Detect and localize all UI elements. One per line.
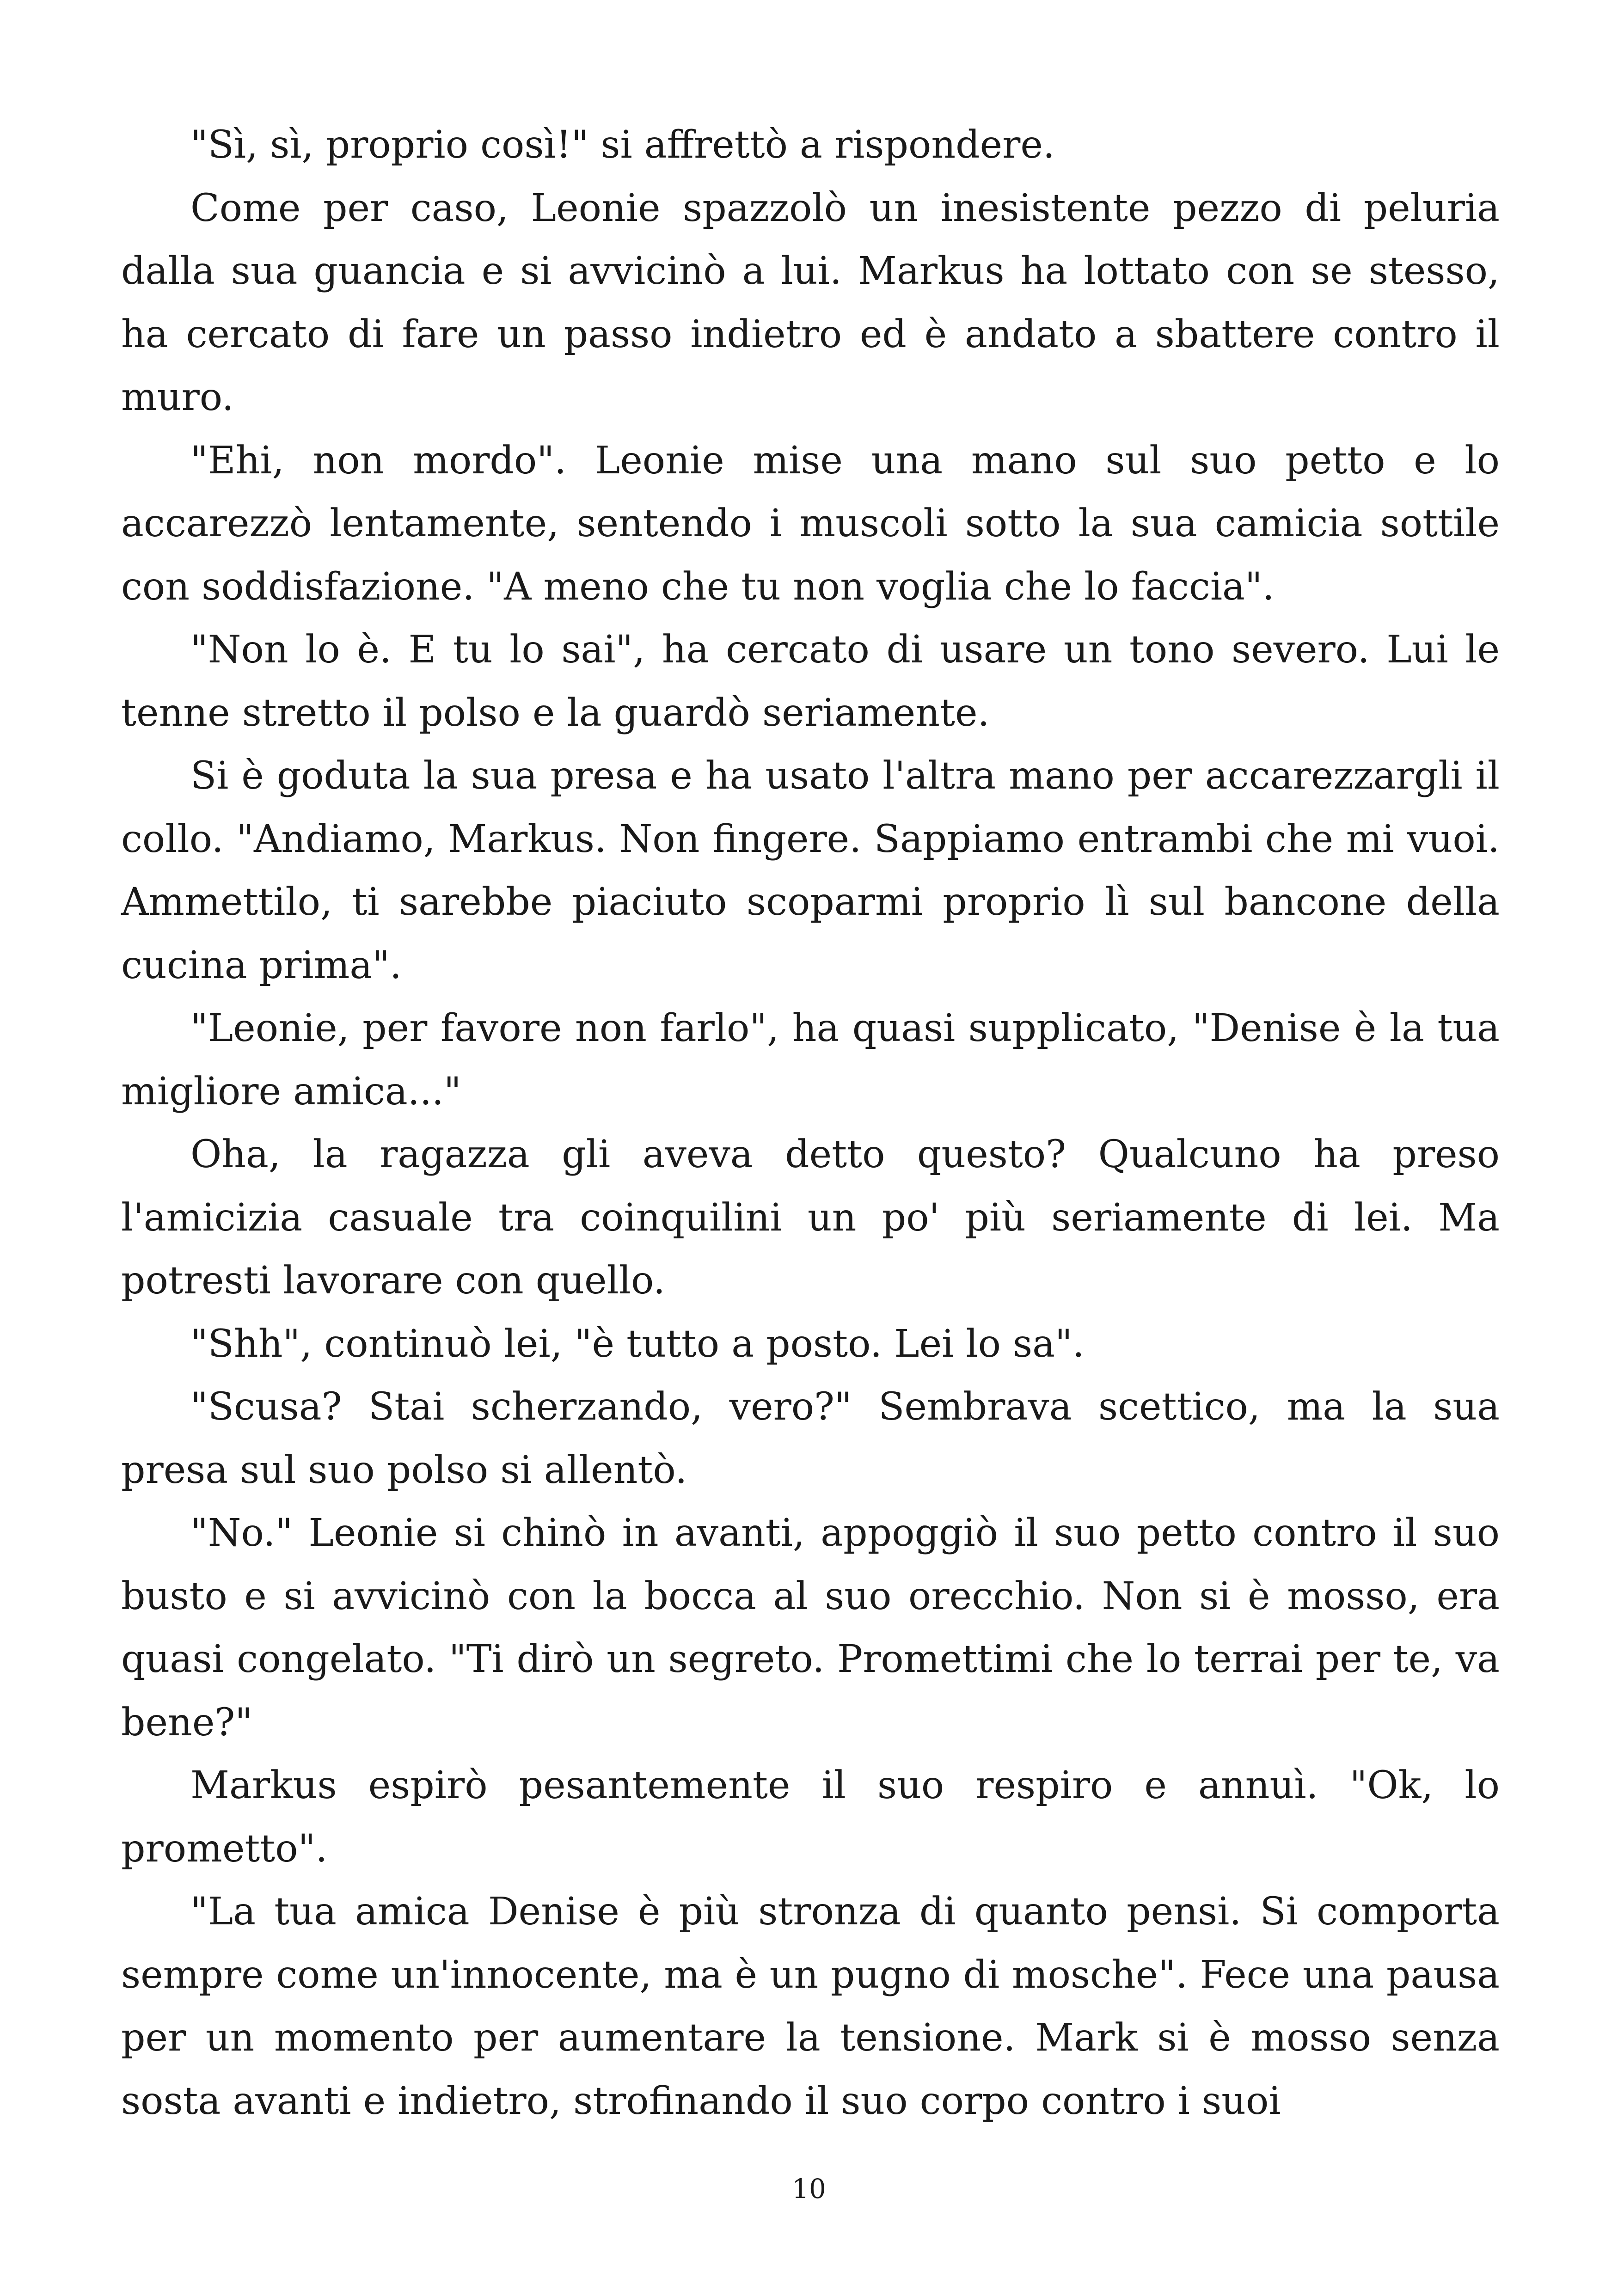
page-number: 10	[792, 2173, 826, 2204]
paragraph-2: Come per caso, Leonie spazzolò un inesistente pezzo di peluria dalla sua guancia e si avvicinò a lui. Markus ha lottato con se stesso, ha cercato di fare un passo indietro ed è andato a sbattere contro il muro.	[121, 186, 1500, 419]
paragraph-11: Markus espirò pesantemente il suo respiro e annuì. "Ok, lo prometto".	[121, 1763, 1500, 1871]
paragraph-9: "Scusa? Stai scherzando, vero?" Sembrava scettico, ma la sua presa sul suo polso si allentò.	[121, 1385, 1500, 1492]
page-body	[121, 114, 1500, 2133]
paragraph-7: Oha, la ragazza gli aveva detto questo? Qualcuno ha preso l'amicizia casuale tra coinquilini un po' più seriamente di lei. Ma potresti lavorare con quello.	[121, 1133, 1500, 1303]
paragraph-1: "Sì, sì, proprio così!" si affrettò a rispondere.	[190, 123, 1055, 167]
paragraph-8: "Shh", continuò lei, "è tutto a posto. Lei lo sa".	[190, 1322, 1085, 1366]
paragraph-6: "Leonie, per favore non farlo", ha quasi supplicato, "Denise è la tua migliore amica..."	[121, 1006, 1500, 1114]
paragraph-5: Si è goduta la sua presa e ha usato l'altra mano per accarezzargli il collo. "Andiamo, Markus. Non fingere. Sappiamo entrambi che mi vuoi. Ammettilo, ti sarebbe piaciuto scoparmi proprio lì sul bancone della cucina prima".	[121, 754, 1500, 987]
paragraph-4: "Non lo è. E tu lo sai", ha cercato di usare un tono severo. Lui le tenne stretto il polso e la guardò seriamente.	[121, 628, 1500, 735]
paragraph-12: "La tua amica Denise è più stronza di quanto pensi. Si comporta sempre come un'innocente, ma è un pugno di mosche". Fece una pausa per un momento per aumentare la tensione. Mark si è mosso senza sosta avanti e indietro, strofinando il suo corpo contro i suoi	[121, 1890, 1500, 2123]
paragraph-3: "Ehi, non mordo". Leonie mise una mano sul suo petto e lo accarezzò lentamente, sentendo i muscoli sotto la sua camicia sottile con soddisfazione. "A meno che tu non voglia che lo faccia".	[121, 438, 1500, 609]
paragraph-10: "No." Leonie si chinò in avanti, appoggiò il suo petto contro il suo busto e si avvicinò con la bocca al suo orecchio. Non si è mosso, era quasi congelato. "Ti dirò un segreto. Promettimi che lo terrai per te, va bene?"	[121, 1511, 1500, 1745]
